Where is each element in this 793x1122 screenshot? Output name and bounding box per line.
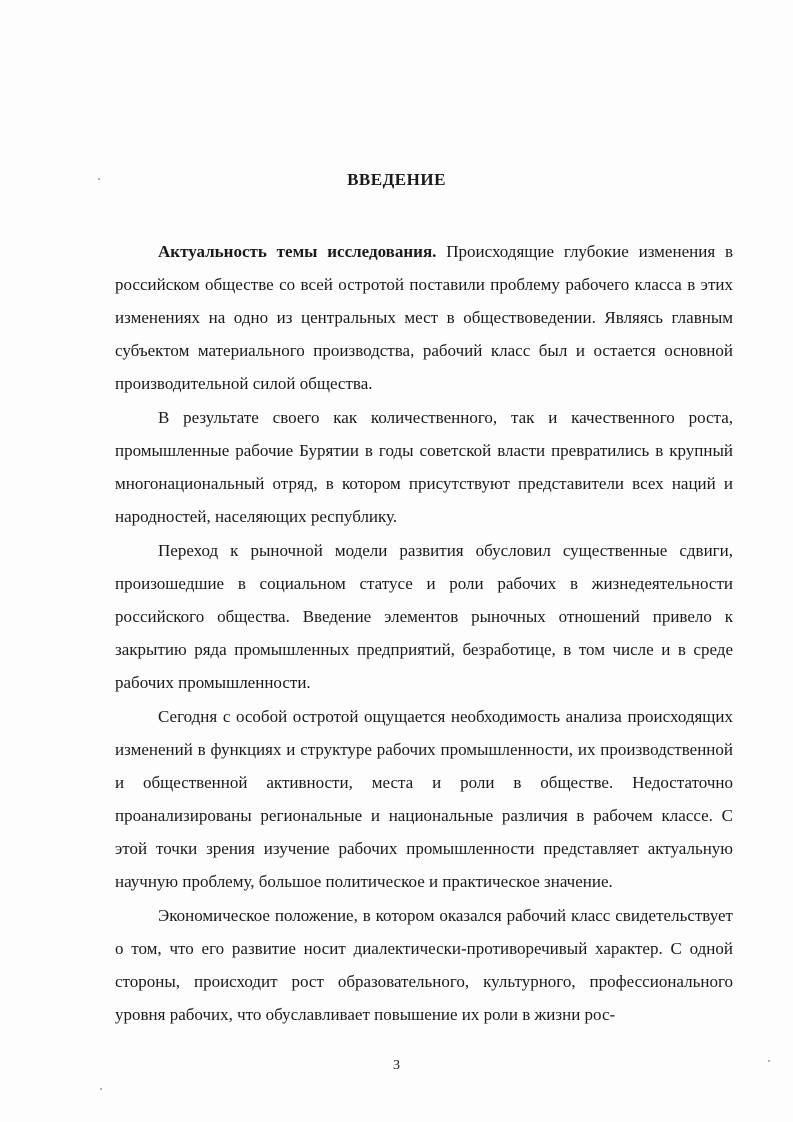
paragraph-lead: Актуальность темы исследования. <box>158 242 437 261</box>
paragraph <box>115 700 733 898</box>
document-body <box>115 235 733 1031</box>
paragraph <box>115 534 733 699</box>
paragraph-text: Переход к рыночной модели развития обусловил существенные сдвиги, произошедшие в социальном статусе и роли рабочих в жизнедеятельности российского общества. Введение элементов рыночных отношений привело к закрытию ряда промышленных предприятий, безработице, в том числе и в среде рабочих промышленности. <box>115 541 733 692</box>
paragraph-text: Экономическое положение, в котором оказался рабочий класс свидетельствует о том, что его развитие носит диалектически-противоречивый характер. С одной стороны, происходит рост образовательного, культурного, профессионального уровня рабочих, что обуславливает повышение их роли в жизни рос- <box>115 906 733 1024</box>
paragraph <box>115 401 733 533</box>
paragraph <box>115 899 733 1031</box>
page-title: ВВЕДЕНИЕ <box>347 170 446 189</box>
paragraph <box>115 235 733 400</box>
paragraph-text: Происходящие глубокие изменения в российском обществе со всей остротой поставили проблему рабочего класса в этих изменениях на одно из центральных мест в обществоведении. Являясь главным субъектом материального производства, рабочий класс был и остается основной производительной силой общества. <box>115 242 734 393</box>
page-number: 3 <box>393 1058 400 1073</box>
paragraph-text: Сегодня с особой остротой ощущается необходимость анализа происходящих изменений в функциях и структуре рабочих промышленности, их производственной и общественной активности, места и роли в обществе. Недостаточно проанализированы региональные и национальные различия в рабочем классе. С этой точки зрения изучение рабочих промышленности представляет актуальную научную проблему, большое политическое и практическое значение. <box>115 707 733 891</box>
paragraph-text: В результате своего как количественного, так и качественного роста, промышленные рабочие Бурятии в годы советской власти превратились в крупный многонациональный отряд, в котором присутствуют представители всех наций и народностей, населяющих республику. <box>115 408 733 526</box>
scan-speck <box>100 1088 102 1090</box>
